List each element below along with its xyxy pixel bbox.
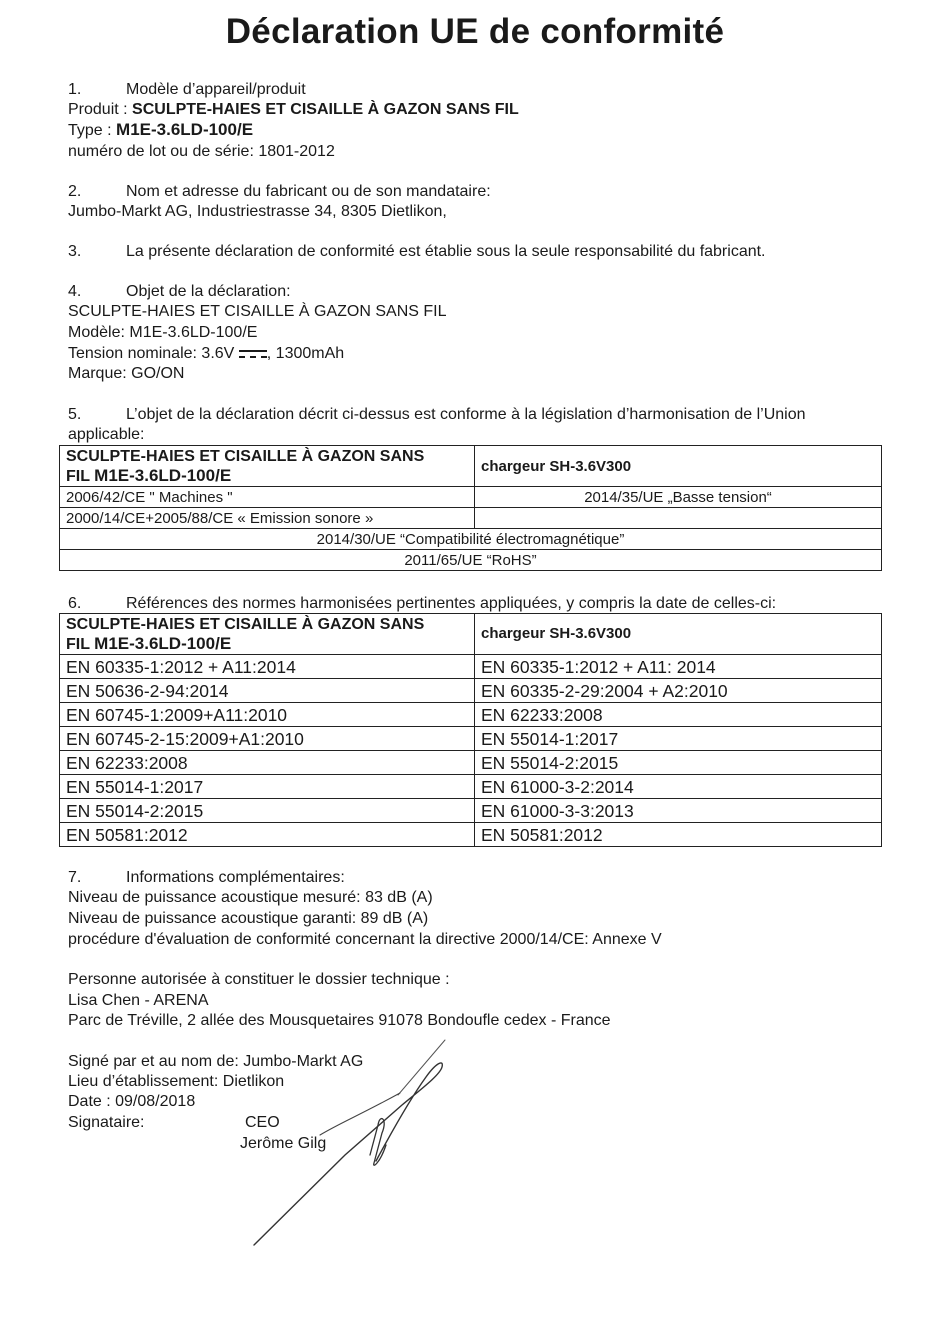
table-row [60,655,882,679]
date: Date : 09/08/2018 [68,1093,196,1110]
table-header-row [60,614,882,655]
table-row [60,775,882,799]
heading-text: L’objet de la déclaration décrit ci-dessus est conforme à la législation d’harmonisation de l’Union [126,406,806,423]
object-voltage [68,344,344,364]
header-cell-charger: chargeur SH-3.6V300 [475,614,882,655]
dossier-address: Parc de Tréville, 2 allée des Mousquetaires 91078 Bondoufle cedex - France [68,1012,611,1029]
sound-guaranteed: Niveau de puissance acoustique garanti: 89 dB (A) [68,910,429,927]
heading-text: Objet de la déclaration: [126,283,291,300]
header-line: FIL [66,635,95,653]
section-7-heading [68,868,345,888]
table-cell: EN 55014-2:2015 [475,751,882,775]
type-label: Type : [68,122,112,139]
table-cell: 2014/30/UE “Compatibilité électromagnétique” [60,529,882,550]
table-cell: EN 60745-2-15:2009+A1:2010 [60,727,475,751]
table-header-row [60,446,882,487]
capacity-text: , 1300mAh [266,345,345,362]
header-line: SCULPTE-HAIES ET CISAILLE À GAZON SANS [66,615,425,633]
product-label: Produit : [68,101,128,118]
table-cell: 2006/42/CE " Machines " [60,487,475,508]
signed-by: Signé par et au nom de: Jumbo-Markt AG [68,1053,364,1070]
table-row [60,487,882,508]
table-row [60,550,882,571]
table-row [60,679,882,703]
section-5-heading [68,405,806,425]
table-cell: EN 55014-1:2017 [475,727,882,751]
manufacturer-address: Jumbo-Markt AG, Industriestrasse 34, 8305 Dietlikon, [68,203,447,220]
table-row [60,508,882,529]
table-row [60,703,882,727]
heading-text: Informations complémentaires: [126,869,345,886]
table-cell: 2000/14/CE+2005/88/CE « Emission sonore » [60,508,475,529]
object-brand: Marque: GO/ON [68,365,185,382]
direct-current-icon [239,349,267,359]
table-cell: EN 60335-1:2012 + A11:2014 [60,655,475,679]
section-1-heading [68,80,306,100]
signatory-label: Signataire: [68,1114,145,1131]
product-value: SCULPTE-HAIES ET CISAILLE À GAZON SANS FIL [132,101,519,118]
header-line: FIL [66,467,95,485]
section-2-heading [68,182,491,202]
section-number: 5. [68,406,82,423]
table-row [60,727,882,751]
type-line [68,120,253,141]
table-cell: 2011/65/UE “RoHS” [60,550,882,571]
dossier-person: Lisa Chen - ARENA [68,992,209,1009]
header-cell-charger: chargeur SH-3.6V300 [475,446,882,487]
table-cell: EN 50581:2012 [475,823,882,847]
sound-measured: Niveau de puissance acoustique mesuré: 83 dB (A) [68,889,433,906]
heading-text: Références des normes harmonisées pertinentes appliquées, y compris la date de celles-ci: [126,595,777,612]
table-row [60,529,882,550]
table-cell [475,508,882,529]
page-title: Déclaration UE de conformité [225,12,725,51]
legislation-table [59,445,882,571]
section-number: 1. [68,81,82,98]
section-3 [68,242,766,262]
table-cell: EN 50581:2012 [60,823,475,847]
header-cell-product [60,614,475,655]
heading-text: Modèle d’appareil/produit [126,81,306,98]
table-cell: EN 62233:2008 [475,703,882,727]
section-text: La présente déclaration de conformité est établie sous la seule responsabilité du fabricant. [126,243,766,260]
place: Lieu d’établissement: Dietlikon [68,1073,285,1090]
table-row [60,799,882,823]
table-cell: EN 61000-3-2:2014 [475,775,882,799]
handwritten-signature [250,1035,460,1250]
table-cell: EN 55014-2:2015 [60,799,475,823]
heading-text: Nom et adresse du fabricant ou de son mandataire: [126,183,491,200]
header-cell-product [60,446,475,487]
header-model: M1E-3.6LD-100/E [94,465,232,485]
voltage-label: Tension nominale: 3.6V [68,345,235,362]
table-row [60,823,882,847]
object-model: Modèle: M1E-3.6LD-100/E [68,324,258,341]
table-cell: EN 55014-1:2017 [60,775,475,799]
section-6-heading [68,594,776,614]
section-number: 2. [68,183,82,200]
table-row [60,751,882,775]
table-cell: EN 60335-1:2012 + A11: 2014 [475,655,882,679]
lot-number: numéro de lot ou de série: 1801-2012 [68,143,335,160]
standards-table [59,613,882,847]
header-line: SCULPTE-HAIES ET CISAILLE À GAZON SANS [66,447,425,465]
section-number: 7. [68,869,82,886]
table-cell: EN 50636-2-94:2014 [60,679,475,703]
section-5-heading-cont: applicable: [68,426,145,443]
section-number: 3. [68,243,82,260]
type-value: M1E-3.6LD-100/E [116,120,254,139]
table-cell: 2014/35/UE „Basse tension“ [475,487,882,508]
table-cell: EN 61000-3-3:2013 [475,799,882,823]
table-cell: EN 60745-1:2009+A11:2010 [60,703,475,727]
dossier-heading: Personne autorisée à constituer le dossier technique : [68,971,450,988]
section-number: 6. [68,595,82,612]
section-number: 4. [68,283,82,300]
table-cell: EN 62233:2008 [60,751,475,775]
object-product: SCULPTE-HAIES ET CISAILLE À GAZON SANS FIL [68,303,447,320]
table-cell: EN 60335-2-29:2004 + A2:2010 [475,679,882,703]
section-4-heading [68,282,291,302]
signatory-name: Jerôme Gilg [240,1135,327,1152]
header-model: M1E-3.6LD-100/E [94,633,232,653]
signatory-role: CEO [245,1114,280,1131]
assessment-procedure: procédure d'évaluation de conformité concernant la directive 2000/14/CE: Annexe V [68,931,662,948]
product-line [68,100,519,120]
